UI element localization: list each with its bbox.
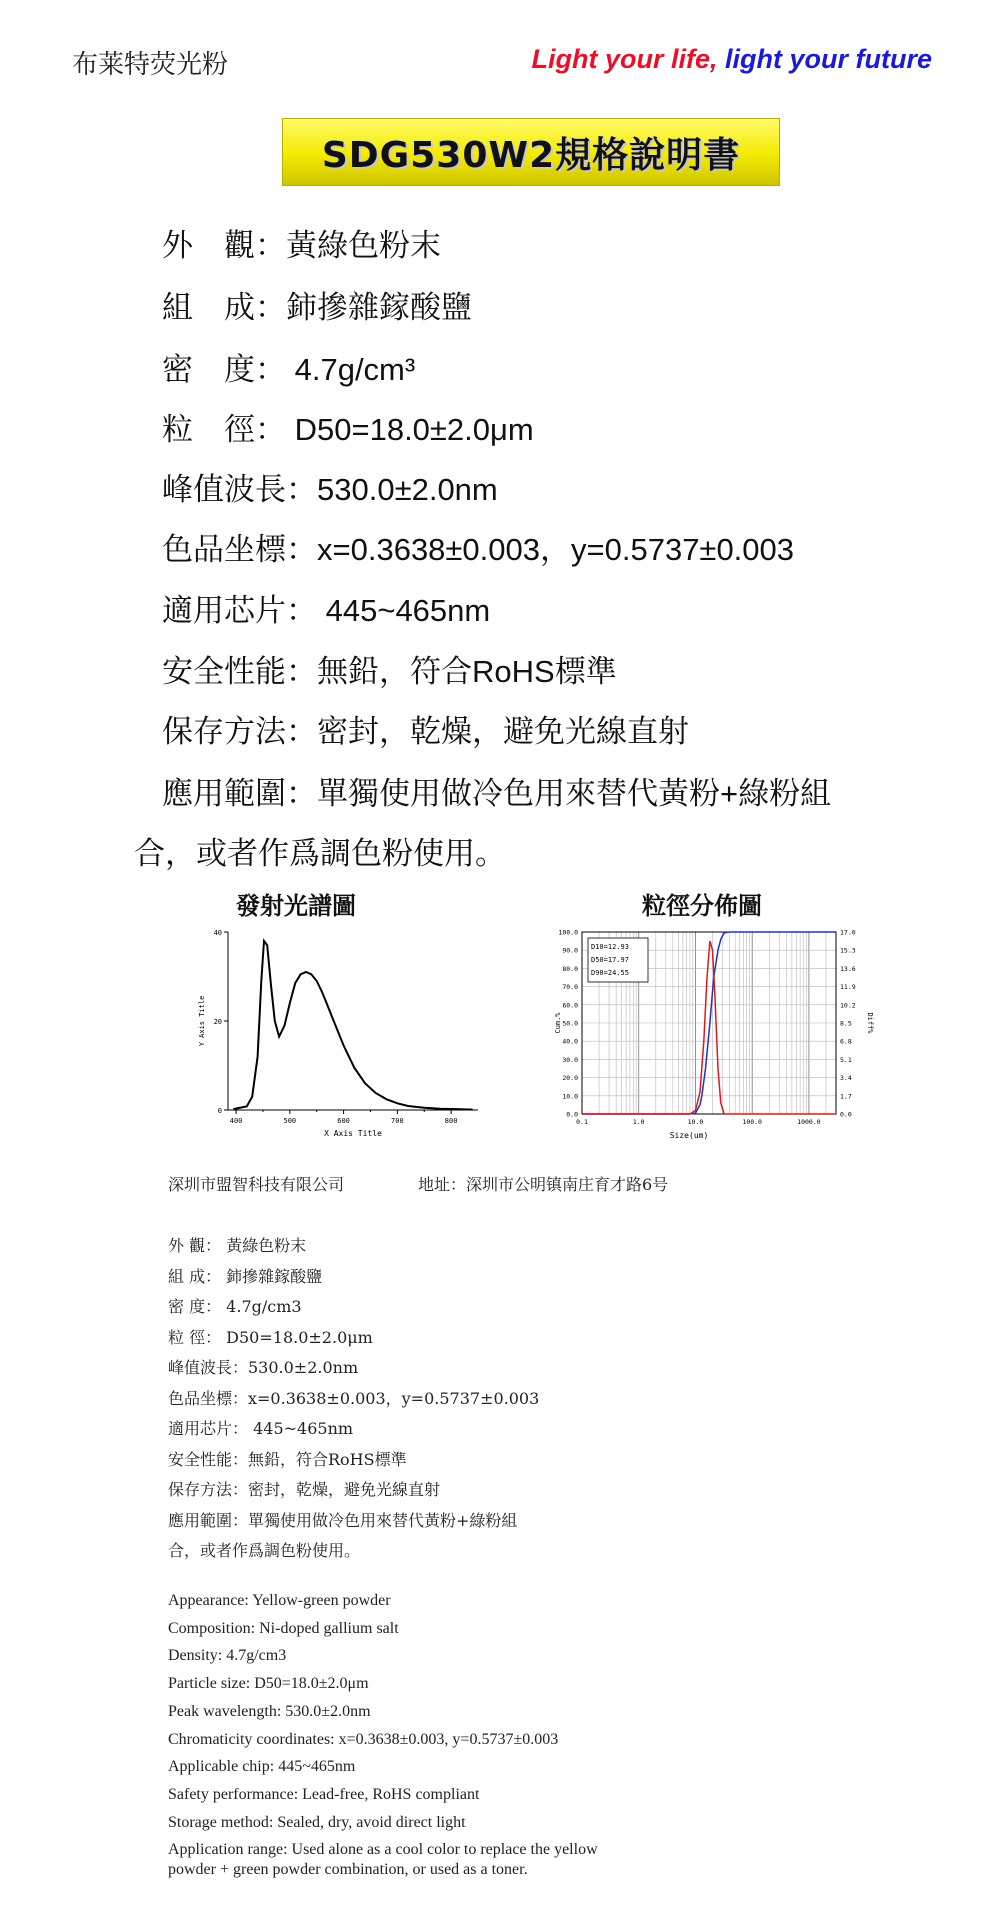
cn-summary-line: 密 度： 4.7g/cm3 [168, 1297, 302, 1316]
spec-value: 密封，乾燥，避免光線直射 [317, 714, 689, 749]
y-tick-label-left: 100.0 [558, 928, 578, 937]
en-summary-line: Applicable chip: 445~465nm [168, 1758, 356, 1776]
en-summary-line: Composition: Ni-doped gallium salt [168, 1619, 399, 1637]
spec-value: 530.0±2.0nm [317, 472, 498, 507]
y-tick-label-right: 13.6 [840, 964, 856, 973]
y-tick-label-right: 15.3 [840, 946, 856, 955]
y-tick-label-left: 20.0 [562, 1074, 578, 1083]
y-tick-label-left: 30.0 [562, 1055, 578, 1064]
cn-summary-line: 保存方法：密封，乾燥，避免光線直射 [168, 1480, 441, 1499]
x-tick-label: 600 [337, 1117, 350, 1125]
x-tick-label: 800 [444, 1117, 458, 1125]
en-summary-line: Application range: Used alone as a cool color to replace the yellow [168, 1841, 598, 1859]
cn-summary-line: 外 觀： 黃綠色粉末 [168, 1236, 307, 1255]
y-tick-label-right: 11.9 [840, 983, 856, 992]
y-axis-title-right: Diff% [866, 1012, 874, 1034]
y-tick-label-right: 8.5 [840, 1019, 852, 1028]
x-tick-label: 1000.0 [797, 1118, 821, 1126]
en-summary-line: Appearance: Yellow-green powder [168, 1592, 391, 1609]
spec-label: 安全性能： [162, 654, 317, 690]
spec-label: 組 成： [162, 290, 286, 326]
x-tick-label: 0.1 [576, 1118, 588, 1126]
spec-composition [162, 282, 472, 327]
psd-chart [548, 920, 878, 1142]
spec-peak-wavelength [162, 464, 498, 509]
annotation-text: D90=24.55 [591, 969, 629, 977]
y-tick-label-right: 10.2 [840, 1001, 856, 1010]
y-tick-label-left: 50.0 [562, 1019, 578, 1028]
cn-summary-line: 安全性能：無鉛，符合RoHS標準 [168, 1449, 407, 1469]
y-tick-label-right: 6.8 [840, 1037, 852, 1046]
y-tick-label: 20 [213, 1018, 222, 1026]
y-tick-label: 40 [213, 929, 222, 937]
x-tick-label: 10.0 [687, 1118, 704, 1126]
spec-value: D50=18.0±2.0μm [286, 412, 534, 447]
spec-value: 無鉛，符合RoHS標準 [317, 654, 617, 689]
title-banner [282, 118, 780, 186]
company-name: 深圳市盟智科技有限公司 [168, 1175, 345, 1194]
en-summary-line: Storage method: Sealed, dry, avoid direct light [168, 1813, 466, 1831]
emission-spectrum-chart [190, 920, 490, 1142]
y-tick-label-right: 0.0 [840, 1110, 852, 1119]
spec-safety [162, 646, 617, 691]
y-tick-label-left: 60.0 [562, 1001, 578, 1010]
slogan-part-1: Light your life, [531, 44, 718, 74]
en-summary-line: powder + green powder combination, or used as a toner. [168, 1861, 528, 1879]
document-title: SDG530W2規格說明書 [321, 134, 741, 176]
spec-label: 應用範圍： [162, 776, 317, 812]
y-tick-label-right: 17.0 [840, 928, 856, 937]
spec-value: 單獨使用做冷色用來替代黃粉+綠粉組 [317, 776, 832, 811]
slogan-part-2: light your future [725, 44, 932, 74]
y-tick-label-left: 10.0 [562, 1092, 578, 1101]
cn-summary-line: 粒 徑： D50=18.0±2.0μm [168, 1327, 373, 1347]
x-tick-label: 1.0 [632, 1118, 645, 1126]
cn-summary-line: 適用芯片： 445~465nm [168, 1419, 354, 1438]
x-tick-label: 500 [283, 1117, 297, 1125]
spec-appearance [162, 220, 441, 265]
y-tick-label-left: 90.0 [562, 946, 578, 955]
emission-series-line [233, 941, 472, 1110]
slogan [532, 44, 933, 75]
cn-summary-line: 組 成： 鈰摻雜鎵酸鹽 [168, 1266, 323, 1286]
psd-chart-title: 粒徑分佈圖 [642, 892, 762, 920]
x-axis-title: Size(um) [669, 1131, 709, 1140]
y-tick-label-left: 70.0 [562, 983, 578, 992]
y-tick-label-left: 40.0 [562, 1037, 578, 1046]
en-summary-line: Chromaticity coordinates: x=0.3638±0.003, y=0.5737±0.003 [168, 1730, 559, 1748]
spec-application [162, 768, 831, 813]
y-tick-label-left: 0.0 [566, 1110, 578, 1119]
x-tick-label: 400 [229, 1117, 243, 1125]
y-tick-label-right: 1.7 [840, 1092, 852, 1101]
spec-value: 4.7g/cm³ [286, 352, 416, 387]
spec-label: 外 觀： [162, 228, 286, 264]
spec-label: 峰值波長： [162, 472, 317, 508]
y-axis-title-left: Cum.% [554, 1012, 562, 1034]
spec-chromaticity [162, 524, 794, 569]
en-summary-line: Particle size: D50=18.0±2.0μm [168, 1675, 369, 1693]
x-axis-title: X Axis Title [324, 1129, 382, 1138]
spec-label: 色品坐標： [162, 532, 317, 568]
y-tick-label: 0 [217, 1107, 222, 1115]
spec-value: 445~465nm [317, 593, 491, 628]
spec-applicable-chip [162, 585, 490, 630]
annotation-text: D10=12.93 [591, 943, 629, 951]
annotation-text: D50=17.97 [591, 956, 629, 964]
spec-value: x=0.3638±0.003，y=0.5737±0.003 [317, 532, 795, 567]
spec-particle-size [162, 404, 534, 449]
spec-value: 鈰摻雜鎵酸鹽 [286, 290, 472, 325]
en-summary-line: Density: 4.7g/cm3 [168, 1647, 287, 1665]
spec-storage [162, 706, 689, 751]
spec-label: 密 度： [162, 352, 286, 388]
company-address: 地址：深圳市公明镇南庄育才路6号 [418, 1175, 669, 1194]
cn-summary-line: 色品坐標：x=0.3638±0.003，y=0.5737±0.003 [168, 1388, 540, 1408]
en-summary-line: Peak wavelength: 530.0±2.0nm [168, 1702, 371, 1720]
brand-name: 布莱特荧光粉 [72, 50, 229, 80]
spec-value: 黃綠色粉末 [286, 228, 441, 263]
emission-chart-title: 發射光譜圖 [236, 892, 356, 920]
y-tick-label-right: 3.4 [840, 1074, 852, 1083]
spec-label: 粒 徑： [162, 412, 286, 448]
spec-label: 保存方法： [162, 714, 317, 750]
spec-label: 適用芯片： [162, 593, 317, 629]
cn-summary-line: 峰值波長：530.0±2.0nm [168, 1358, 359, 1377]
x-tick-label: 100.0 [742, 1118, 762, 1126]
en-summary-line: Safety performance: Lead-free, RoHS compliant [168, 1785, 480, 1803]
cn-summary-line: 應用範圍：單獨使用做冷色用來替代黃粉+綠粉組 [168, 1510, 518, 1530]
cn-summary-line: 合，或者作爲調色粉使用。 [168, 1541, 361, 1560]
y-tick-label-left: 80.0 [562, 964, 578, 973]
x-tick-label: 700 [391, 1117, 404, 1125]
spec-density [162, 344, 415, 389]
spec-application-continuation: 合，或者作爲調色粉使用。 [134, 836, 506, 871]
y-axis-title: Y Axis Title [198, 995, 206, 1047]
y-tick-label-right: 5.1 [840, 1055, 852, 1064]
